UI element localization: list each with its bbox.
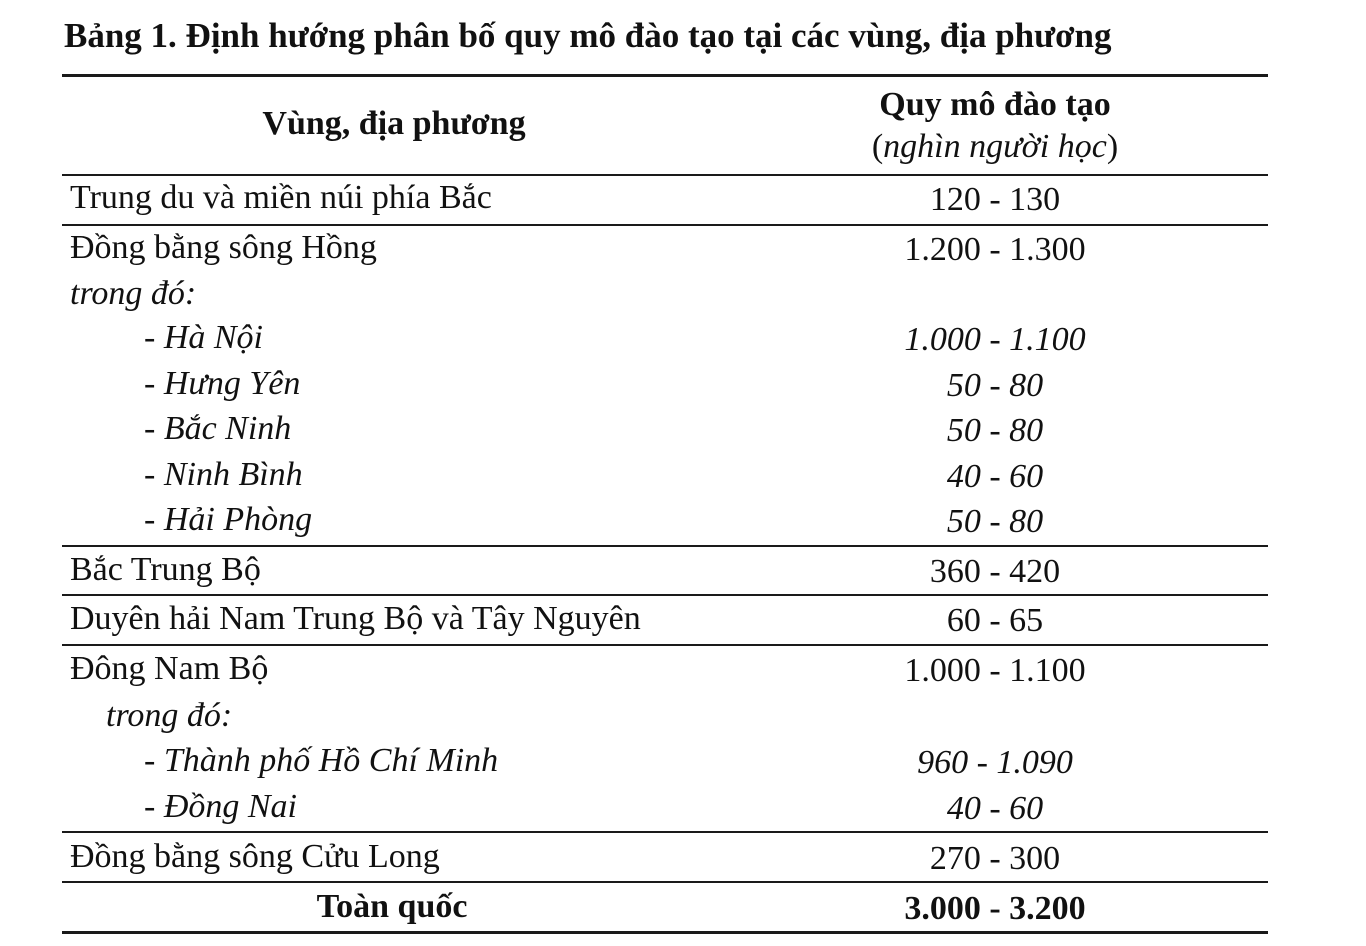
sub-row-label: - Thành phố Hồ Chí Minh <box>144 742 499 779</box>
row-note: trong đó: <box>106 697 233 734</box>
row-label: Bắc Trung Bộ <box>70 551 261 588</box>
row-label: Đồng bằng sông Cửu Long <box>70 838 440 875</box>
sub-row-value: 40 - 60 <box>946 790 1044 827</box>
table-title: Bảng 1. Định hướng phân bố quy mô đào tạo tại các vùng, địa phương <box>64 16 1112 55</box>
sub-row-label: - Hải Phòng <box>144 501 313 538</box>
header-bottom-rule <box>62 174 1268 176</box>
sub-row-value: 960 - 1.090 <box>917 744 1073 781</box>
sub-row-value: 40 - 60 <box>946 458 1044 495</box>
column-header-unit <box>872 127 1118 167</box>
row-divider <box>62 594 1268 596</box>
row-value: 360 - 420 <box>929 553 1061 590</box>
table-top-rule <box>62 74 1268 77</box>
row-value: 60 - 65 <box>946 602 1044 639</box>
row-divider <box>62 545 1268 547</box>
sub-row-value: 1.000 - 1.100 <box>904 321 1086 358</box>
table-bottom-rule <box>62 931 1268 934</box>
sub-row-label: - Đồng Nai <box>144 788 297 825</box>
sub-row-label: - Ninh Bình <box>144 456 303 493</box>
row-divider <box>62 644 1268 646</box>
row-label: Đông Nam Bộ <box>70 650 269 687</box>
sub-row-value: 50 - 80 <box>946 367 1044 404</box>
sub-row-value: 50 - 80 <box>946 503 1044 540</box>
total-value: 3.000 - 3.200 <box>904 890 1086 927</box>
row-value: 1.000 - 1.100 <box>904 652 1086 689</box>
unit-text: nghìn người học <box>883 128 1107 165</box>
sub-row-label: - Hưng Yên <box>144 365 301 402</box>
row-label: Trung du và miền núi phía Bắc <box>70 179 492 216</box>
row-divider <box>62 224 1268 226</box>
sub-row-label: - Hà Nội <box>144 319 263 356</box>
row-label: Duyên hải Nam Trung Bộ và Tây Nguyên <box>70 600 641 637</box>
row-note: trong đó: <box>70 275 197 312</box>
row-label: Đồng bằng sông Hồng <box>70 229 377 266</box>
sub-row-label: - Bắc Ninh <box>144 410 292 447</box>
row-value: 270 - 300 <box>929 840 1061 877</box>
row-value: 120 - 130 <box>929 181 1061 218</box>
row-divider <box>62 831 1268 833</box>
row-divider <box>62 881 1268 883</box>
column-header-region: Vùng, địa phương <box>262 105 526 142</box>
unit-open-paren: ( <box>871 128 884 165</box>
sub-row-value: 50 - 80 <box>946 412 1044 449</box>
column-header-scale: Quy mô đào tạo <box>879 86 1111 123</box>
row-value: 1.200 - 1.300 <box>904 231 1086 268</box>
total-label: Toàn quốc <box>316 888 468 925</box>
unit-close-paren: ) <box>1106 128 1119 165</box>
